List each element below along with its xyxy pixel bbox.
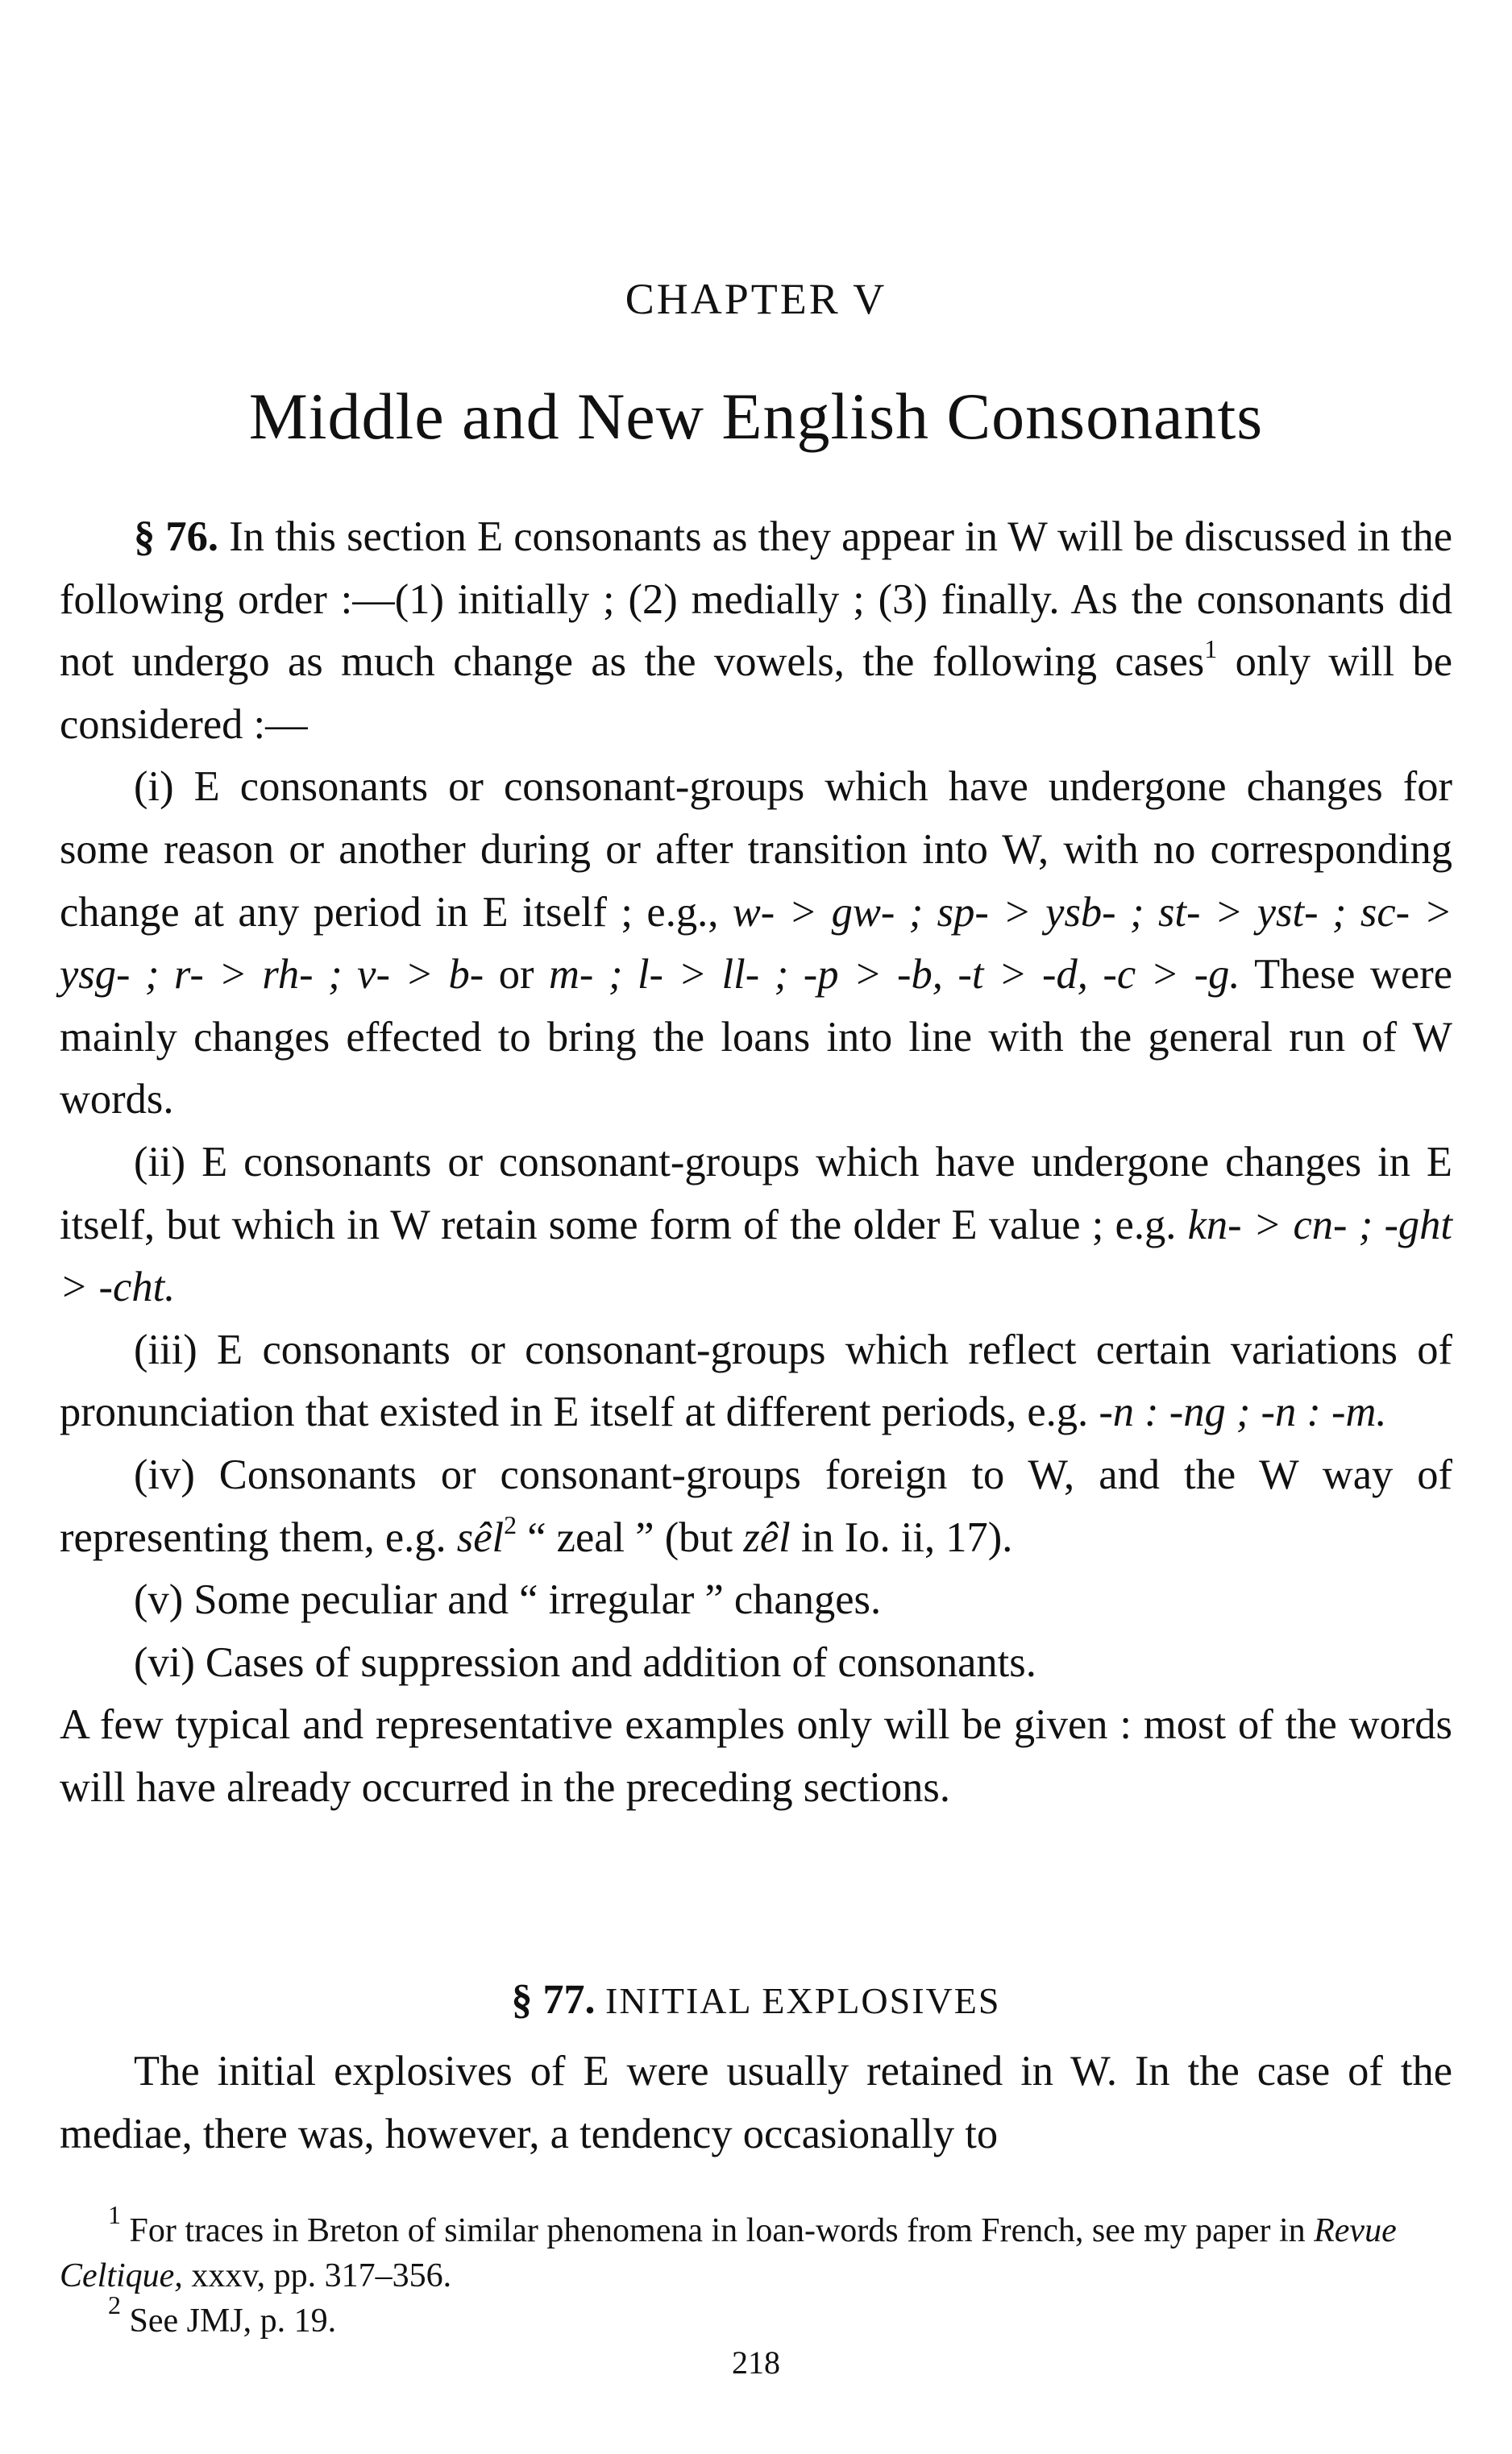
chapter-title: Middle and New English Consonants [248,380,1264,453]
footnote-ref-2: 2 [504,1509,517,1539]
case-iii-examples: -n : -ng ; -n : -m. [1099,1389,1387,1436]
section-title: INITIAL EXPLOSIVES [605,1980,1001,2021]
footnote-1-text: For traces in Breton of similar phenomena in loan-words from French, see my paper in [129,2212,1306,2249]
paragraph-case-i [60,756,1452,1131]
paragraph-intro [60,506,1452,756]
section-number: § 77. [511,1977,596,2023]
section-76 [60,506,1452,1819]
paragraph-explosives: The initial explosives of E were usually retained in W. In the case of the mediae, there was, however, a tendency occasionally to [60,2048,1452,2157]
footnote-2 [60,2290,1452,2344]
intro-end-text: only will be considered :— [60,638,1453,748]
case-iv-lead: (iv) Consonants or consonant-groups foreign to W, and the W way of representing them, e.g. [60,1451,1452,1561]
paragraph-case-vi: (vi) Cases of suppression and addition of consonants. [134,1638,1036,1686]
case-i-lead: (i) E consonants or consonant-groups which have undergone changes for some reason or another during or after transition into W, with no corresponding change at any period in E itself ; e.g., [60,763,1452,936]
case-iii-lead: (iii) E consonants or consonant-groups which reflect certain variations of pronunciation that existed in E itself at different periods, e.g. [60,1326,1452,1436]
footnote-mark: 2 [108,2290,121,2319]
paragraph-case-v: (v) Some peculiar and “ irregular ” changes. [134,1576,882,1624]
case-iv-ref: in Io. ii, 17). [800,1514,1013,1561]
intro-text: In this section E consonants as they appear in W will be discussed in the following order :—(1) initially ; (2) medially ; (3) finally. As the consonants did not undergo as much change as the vowels, the following cases [60,513,1453,686]
paragraph-case-iii [60,1319,1452,1444]
footnote-ref-1: 1 [1204,634,1218,664]
case-iv-gloss: “ zeal ” (but [527,1514,733,1561]
case-ii-examples: kn- > cn- ; -ght > -cht. [60,1201,1453,1311]
paragraph-closing: A few typical and representative examples only will be given : most of the words will have already occurred in the preceding sections. [60,1701,1452,1811]
section-number: § 76. [134,513,219,560]
chapter-label: CHAPTER V [625,275,887,323]
footnote-1-journal: Revue Celtique, [60,2212,1397,2294]
footnotes [60,2200,1452,2344]
page-number: 218 [732,2344,780,2381]
case-i-tail: These were mainly changes effected to bring the loans into line with the general run of W words. [60,951,1453,1123]
section-77-heading [0,1976,1512,2024]
case-iv-word-1: sêl [456,1514,505,1561]
footnote-1-ref: xxxv, pp. 317–356. [191,2257,452,2294]
paragraph-case-ii [60,1131,1452,1319]
case-i-or: or [498,951,534,999]
footnote-2-text: See JMJ, p. 19. [129,2302,337,2340]
footnote-mark: 1 [108,2200,121,2229]
paragraph-case-iv [60,1444,1452,1569]
case-i-examples: w- > gw- ; sp- > ysb- ; st- > yst- ; sc- > ysg- ; r- > rh- ; v- > b- [60,888,1452,999]
case-i-examples-2: m- ; l- > ll- ; -p > -b, -t > -d, -c > -g. [549,951,1240,999]
case-iv-word-2: zêl [743,1514,791,1561]
case-ii-lead: (ii) E consonants or consonant-groups which have undergone changes in E itself, but which in W retain some form of the older E value ; e.g. [60,1138,1452,1248]
section-77 [60,2041,1452,2165]
footnote-1 [60,2200,1452,2298]
